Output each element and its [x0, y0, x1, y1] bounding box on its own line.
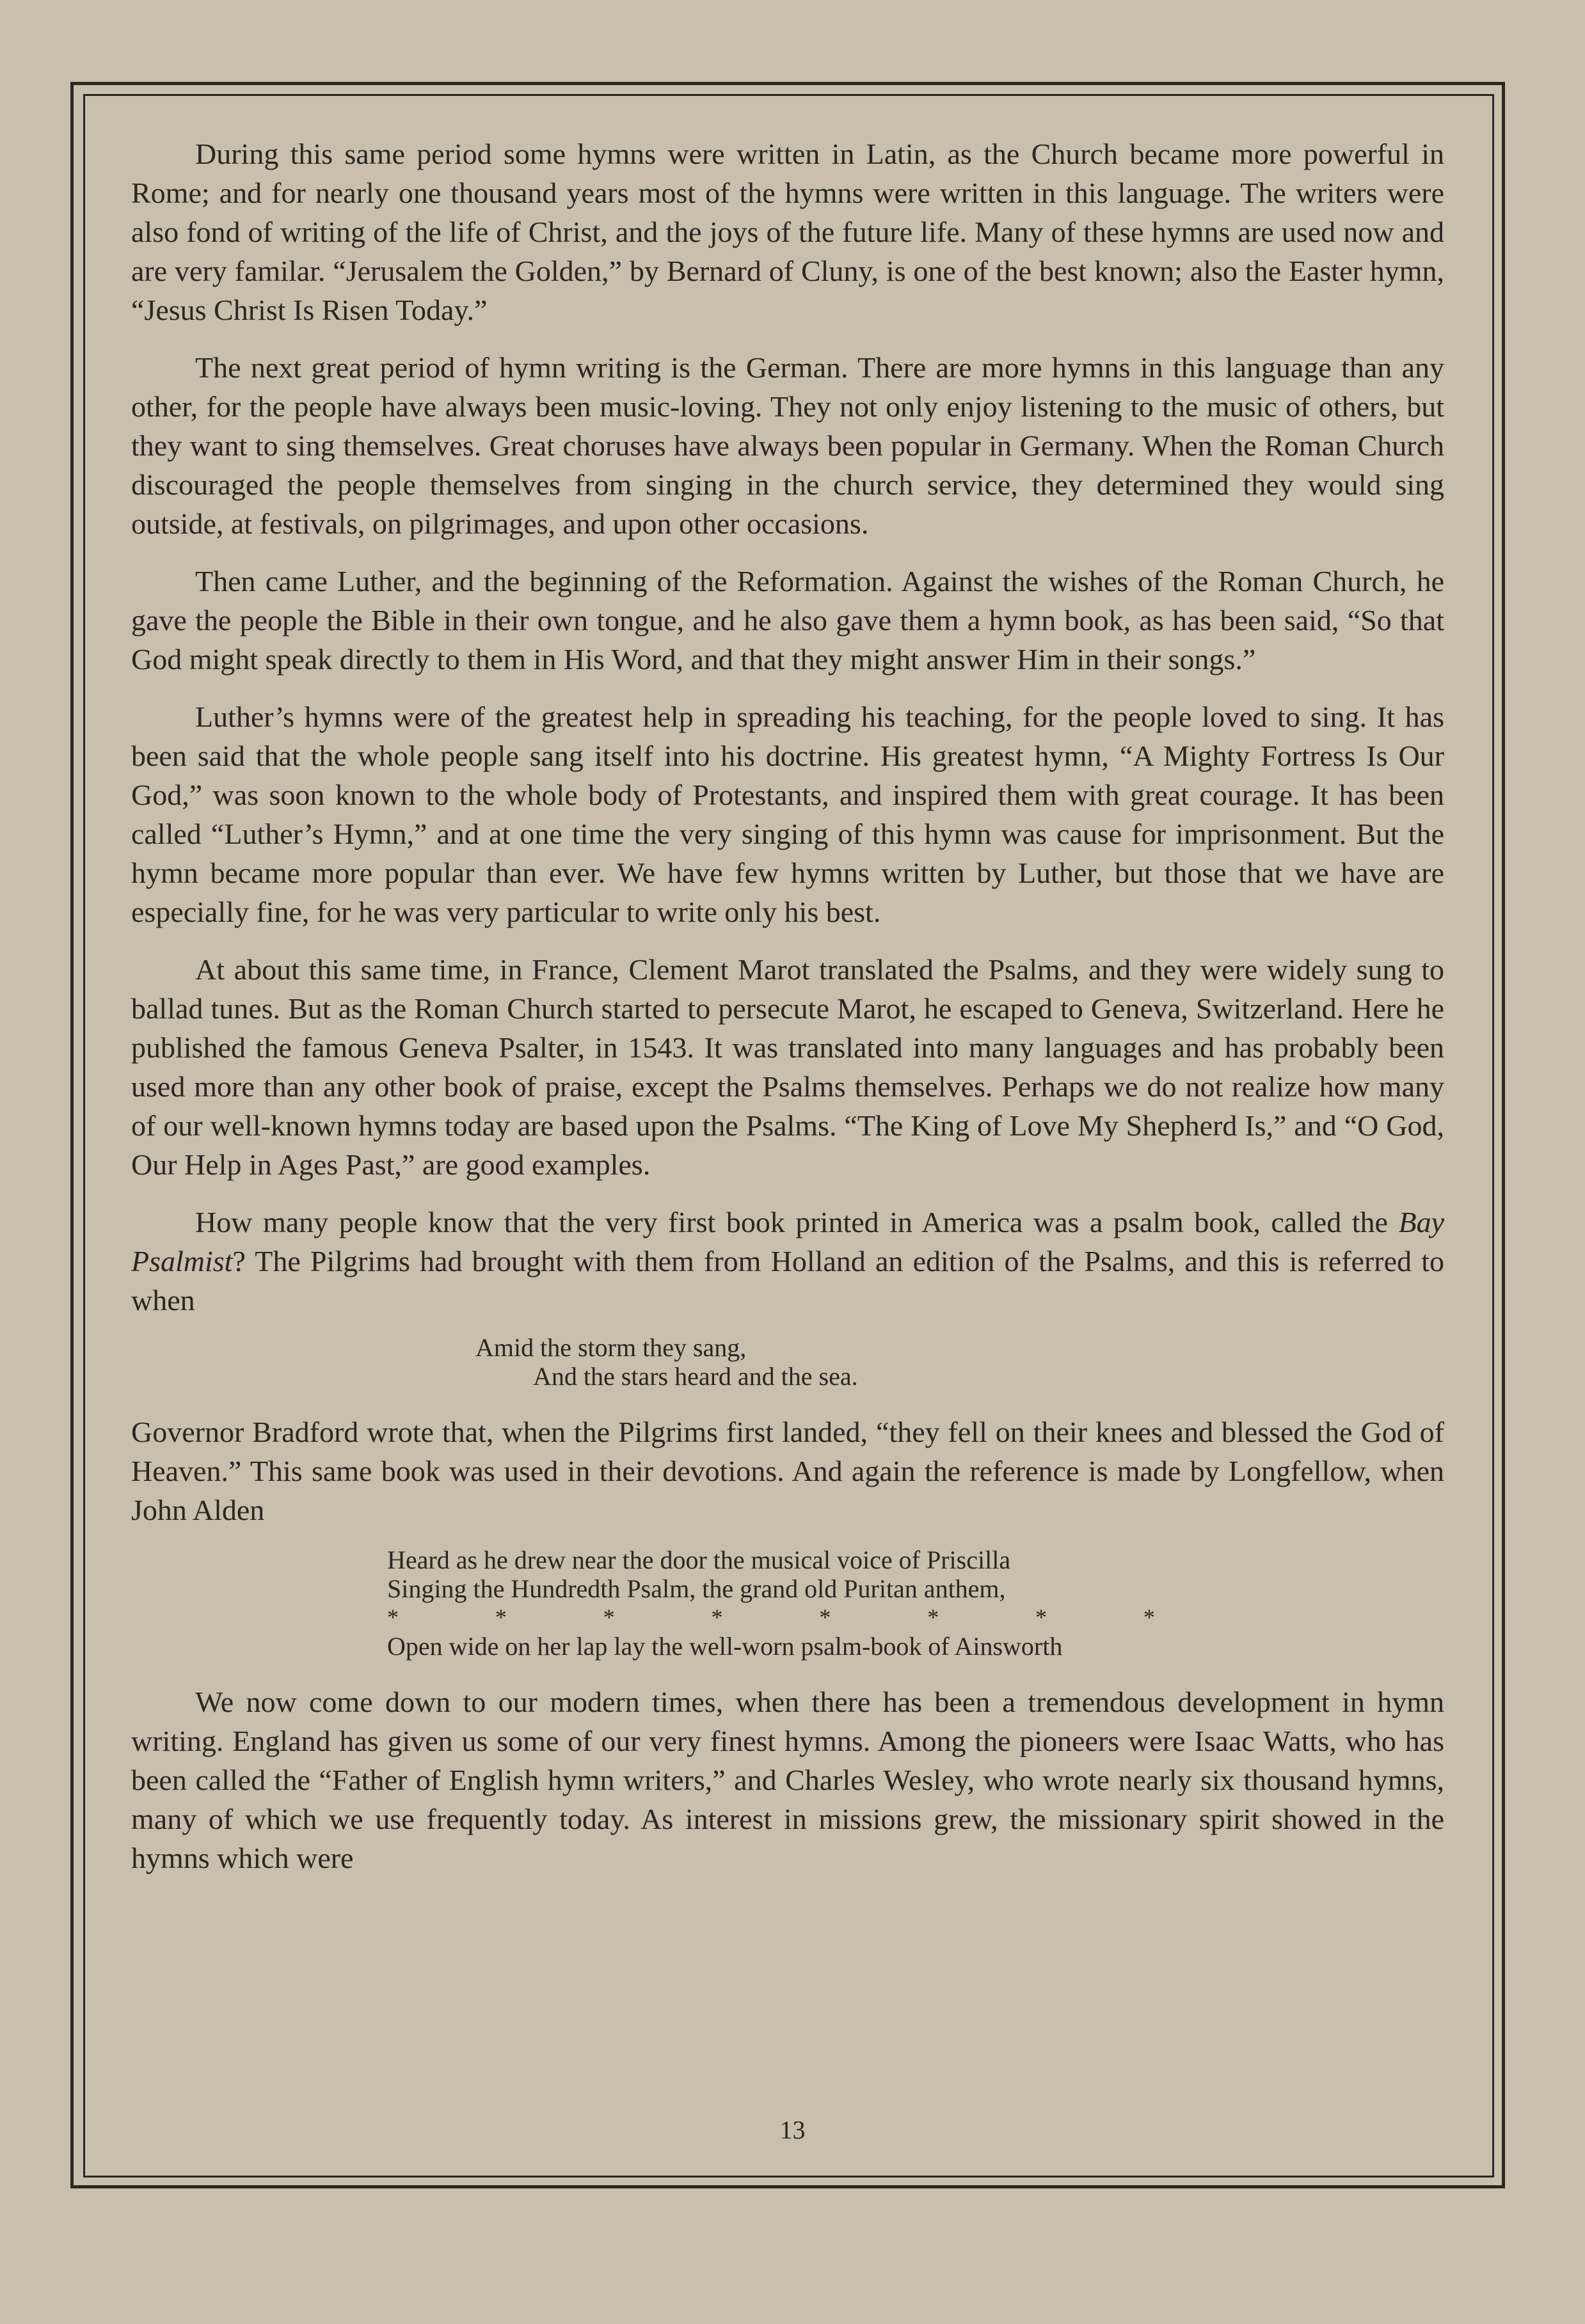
paragraph-bay-psalmist-start: How many people know that the very first book printed in America was a psalm book, called the: [195, 1206, 1388, 1238]
star-mark: *: [495, 1604, 507, 1630]
paragraph-german-hymns: The next great period of hymn writing is the German. There are more hymns in this language than any other, for the people have always been music-loving. They not only enjoy listening to the music of others, but they want to sing themselves. Great choruses have always been popular in Germany. When the Roman Church discouraged the people themselves from singing in the church service, they determined they would sing outside, at festivals, on pilgrimages, and upon other occasions.: [131, 351, 1444, 540]
paragraph-bradford: Governor Bradford wrote that, when the Pilgrims first landed, “they fell on their knees and blessed the God of Heaven.” This same book was used in their devotions. And again the reference is made by Longfellow, when John Alden: [131, 1416, 1444, 1526]
star-mark: *: [387, 1604, 399, 1630]
verse-quote-pilgrims: [475, 1333, 1444, 1391]
star-mark: *: [711, 1604, 723, 1630]
paragraph-bay-psalmist: [131, 1203, 1444, 1320]
verse-line: And the stars heard and the sea.: [533, 1362, 858, 1391]
star-mark: *: [819, 1604, 831, 1630]
verse-line: Open wide on her lap lay the well-worn psalm-book of Ainsworth: [387, 1632, 1063, 1661]
page-number: 13: [779, 2115, 806, 2144]
paragraph-latin-hymns: During this same period some hymns were written in Latin, as the Church became more powerful in Rome; and for nearly one thousand years most of the hymns were written in this language. The writers were also fond of writing of the life of Christ, and the joys of the future life. Many of these hymns are used now and are very familar. “Jerusalem the Golden,” by Bernard of Cluny, is one of the best known; also the Easter hymn, “Jesus Christ Is Risen Today.”: [131, 138, 1444, 326]
ellipsis-stars: [387, 1603, 1155, 1632]
verse-quote-longfellow: [387, 1545, 1444, 1661]
star-mark: *: [1035, 1604, 1047, 1630]
star-mark: *: [927, 1604, 939, 1630]
paragraph-bay-psalmist-end: ? The Pilgrims had brought with them from Holland an edition of the Psalms, and this is referred to when: [131, 1245, 1444, 1316]
paragraph-luther-reformation: Then came Luther, and the beginning of the Reformation. Against the wishes of the Roman Church, he gave the people the Bible in their own tongue, and he also gave them a hymn book, as has been said, “So that God might speak directly to them in His Word, and that they might answer Him in their songs.”: [131, 565, 1444, 676]
verse-line: Singing the Hundredth Psalm, the grand old Puritan anthem,: [387, 1574, 1006, 1603]
star-mark: *: [603, 1604, 615, 1630]
book-title-bay-psalmist: Bay Psalmist: [131, 1206, 1444, 1277]
verse-line: Amid the storm they sang,: [475, 1333, 747, 1362]
star-mark: *: [1143, 1604, 1155, 1630]
paragraph-modern-hymns: We now come down to our modern times, when there has been a tremendous development in hymn writing. England has given us some of our very finest hymns. Among the pioneers were Isaac Watts, who has been called the “Father of English hymn writers,” and Charles Wesley, who wrote nearly six thousand hymns, many of which we use frequently today. As interest in missions grew, the missionary spirit showed in the hymns which were: [131, 1686, 1444, 1874]
paragraph-marot-psalter: At about this same time, in France, Clement Marot translated the Psalms, and they were widely sung to ballad tunes. But as the Roman Church started to persecute Marot, he escaped to Geneva, Switzerland. Here he published the famous Geneva Psalter, in 1543. It was translated into many languages and has probably been used more than any other book of praise, except the Psalms themselves. Perhaps we do not realize how many of our well-known hymns today are based upon the Psalms. “The King of Love My Shepherd Is,” and “O God, Our Help in Ages Past,” are good examples.: [131, 953, 1444, 1181]
paragraph-luther-hymns: Luther’s hymns were of the greatest help in spreading his teaching, for the people loved to sing. It has been said that the whole people sang itself into his doctrine. His greatest hymn, “A Mighty Fortress Is Our God,” was soon known to the whole body of Protestants, and inspired them with great courage. It has been called “Luther’s Hymn,” and at one time the very singing of this hymn was cause for imprisonment. But the hymn became more popular than ever. We have few hymns written by Luther, but those that we have are especially fine, for he was very particular to write only his best.: [131, 700, 1444, 928]
verse-line: Heard as he drew near the door the musical voice of Priscilla: [387, 1545, 1011, 1574]
page-body: [131, 134, 1444, 1896]
